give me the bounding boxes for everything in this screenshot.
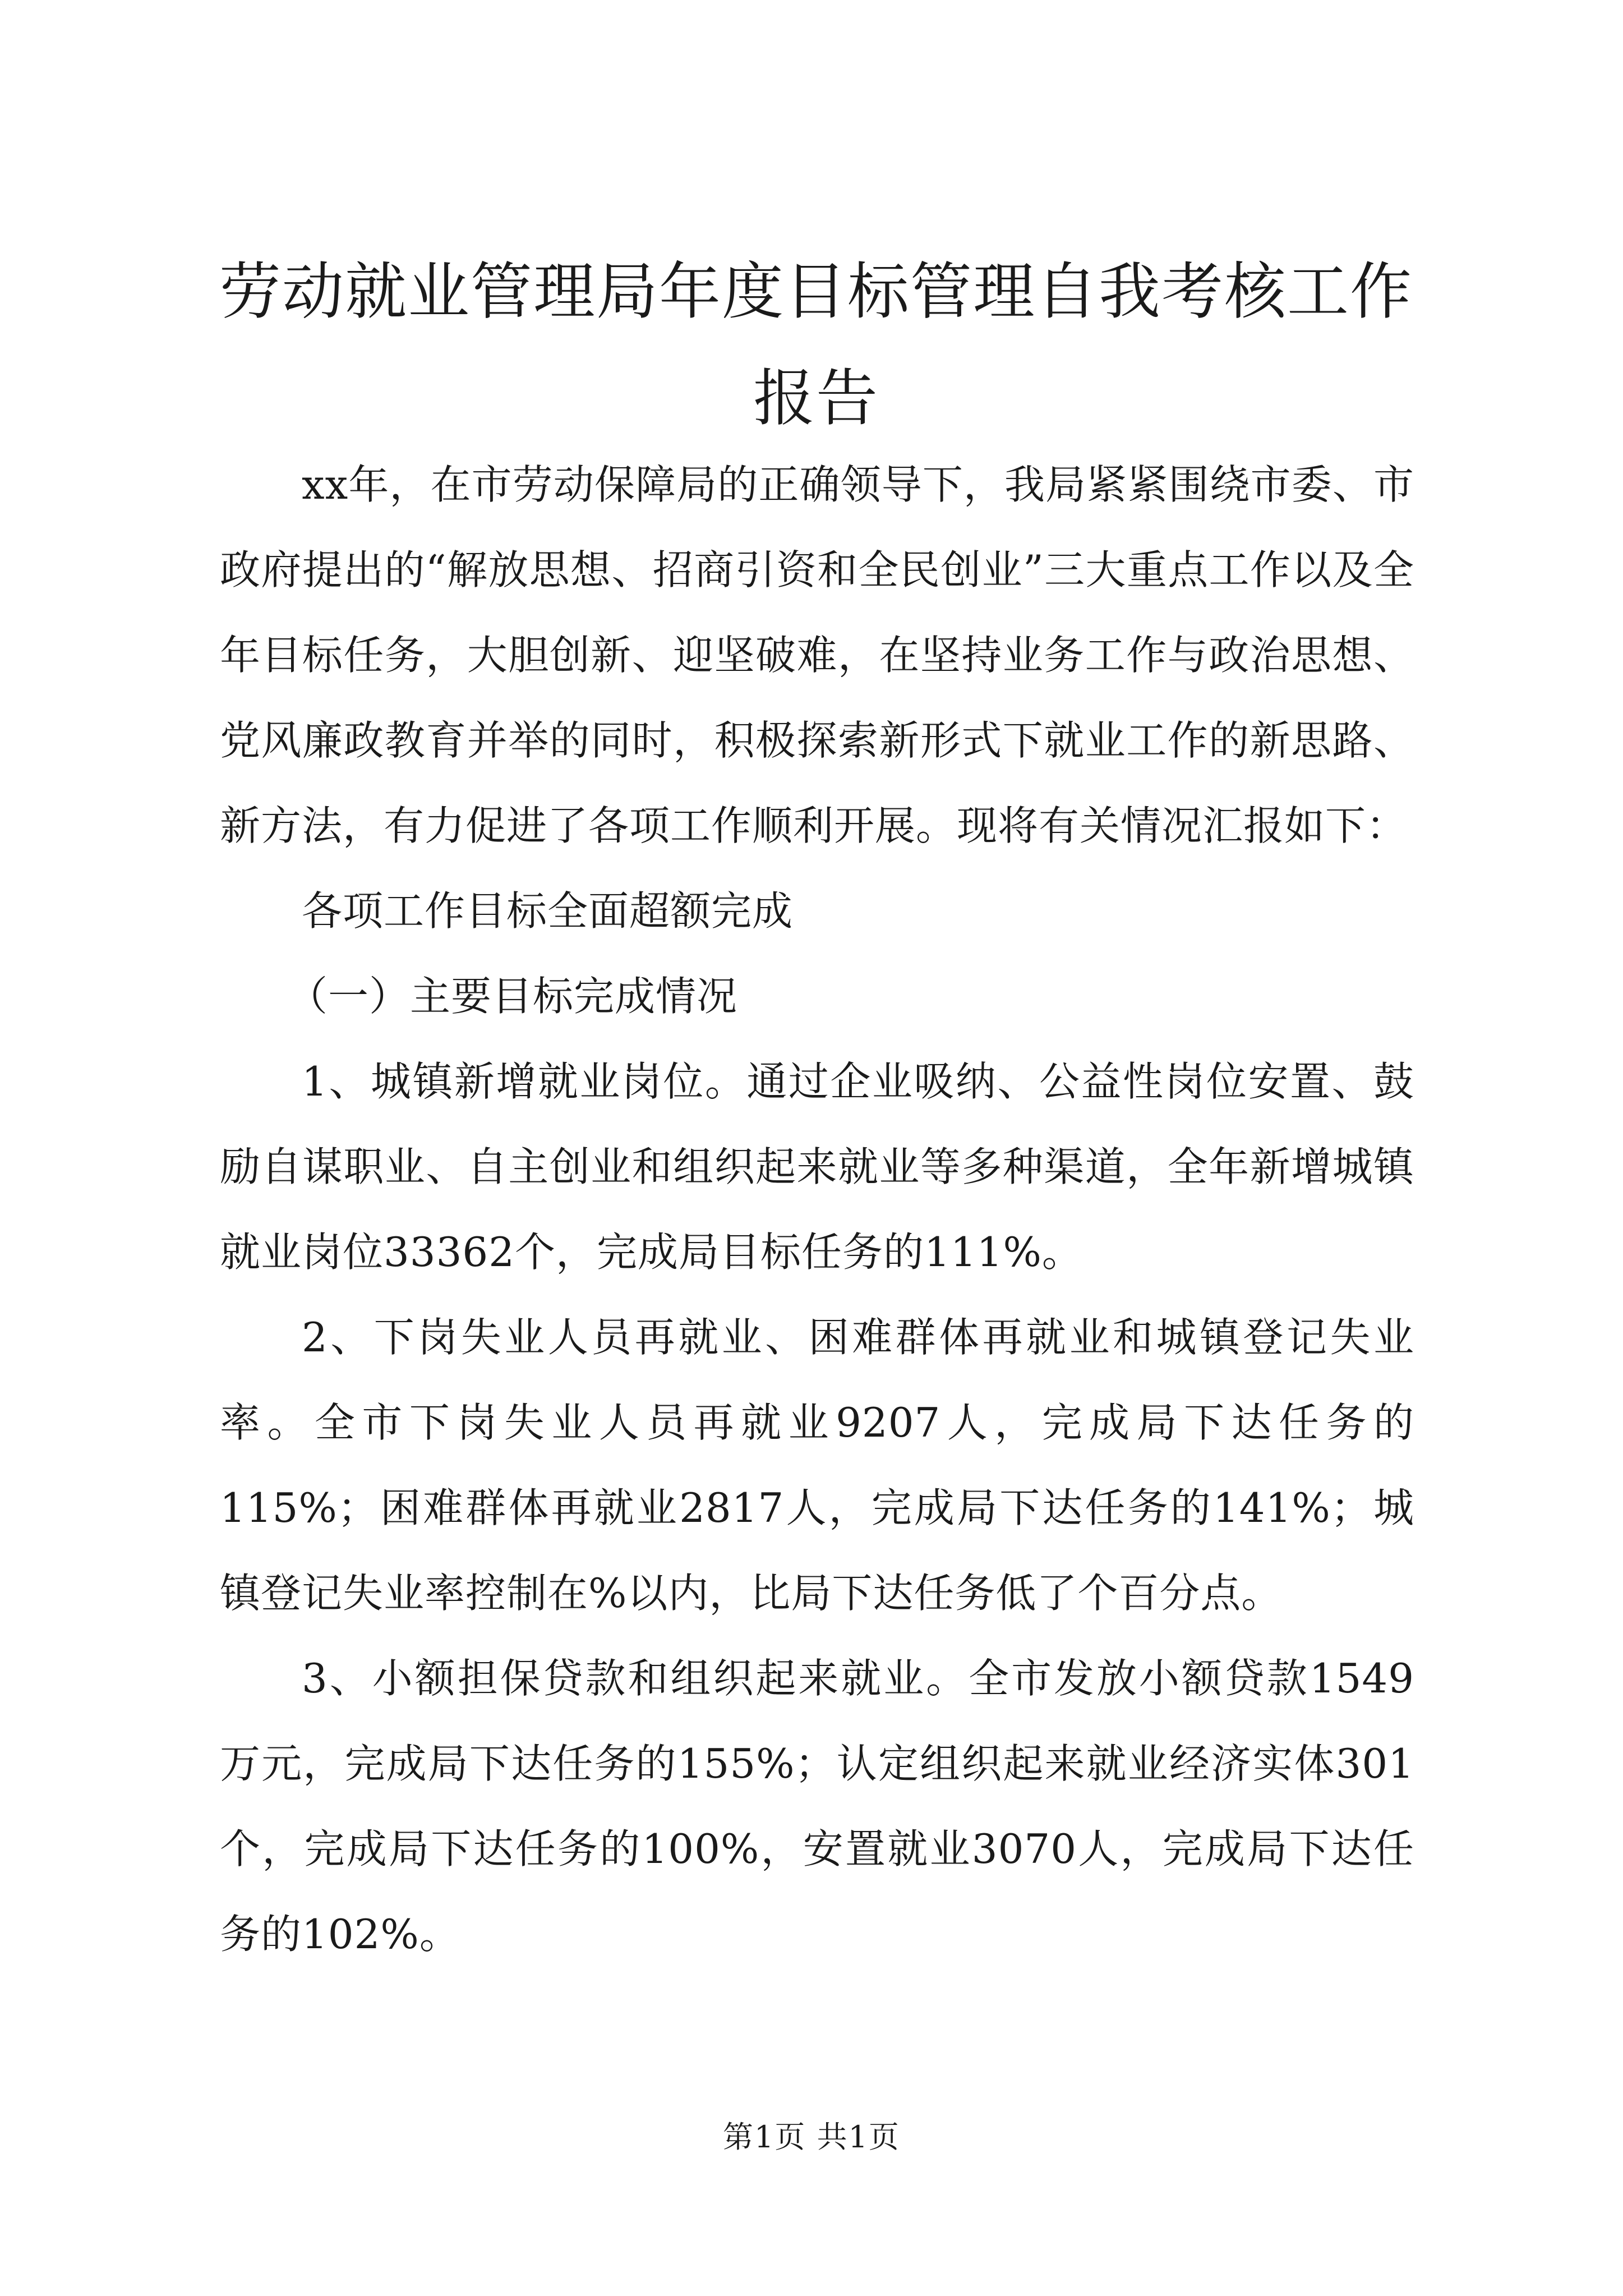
intro-paragraph: xx年，在市劳动保障局的正确领导下，我局紧紧围绕市委、市政府提出的“解放思想、招商引资和全民创业”三大重点工作以及全年目标任务，大胆创新、迎坚破难，在坚持业务工作与政治思想、党风廉政教育并举的同时，积极探索新形式下就业工作的新思路、新方法，有力促进了各项工作顺利开展。现将有关情况汇报如下： [220, 461, 1414, 849]
document-title: 劳动就业管理局年度目标管理自我考核工作报告 [219, 256, 1413, 434]
subsection-heading: （一）主要目标完成情况 [287, 973, 738, 1020]
item-paragraph-1: 1、城镇新增就业岗位。通过企业吸纳、公益性岗位安置、鼓励自谋职业、自主创业和组织起来就业等多种渠道，全年新增城镇就业岗位33362个，完成局目标任务的111%。 [220, 1058, 1414, 1276]
item-paragraph-2: 2、下岗失业人员再就业、困难群体再就业和城镇登记失业率。全市下岗失业人员再就业9207人，完成局下达任务的115%；困难群体再就业2817人，完成局下达任务的141%；城镇登记失业率控制在%以内，比局下达任务低了个百分点。 [220, 1314, 1414, 1617]
page-footer: 第1页 共1页 [723, 2119, 900, 2155]
item-paragraph-3: 3、小额担保贷款和组织起来就业。全市发放小额贷款1549万元，完成局下达任务的155%；认定组织起来就业经济实体301个，完成局下达任务的100%，安置就业3070人，完成局下达任务的102%。 [220, 1655, 1414, 1958]
section-heading: 各项工作目标全面超额完成 [302, 887, 794, 935]
document-body [220, 442, 1414, 1977]
